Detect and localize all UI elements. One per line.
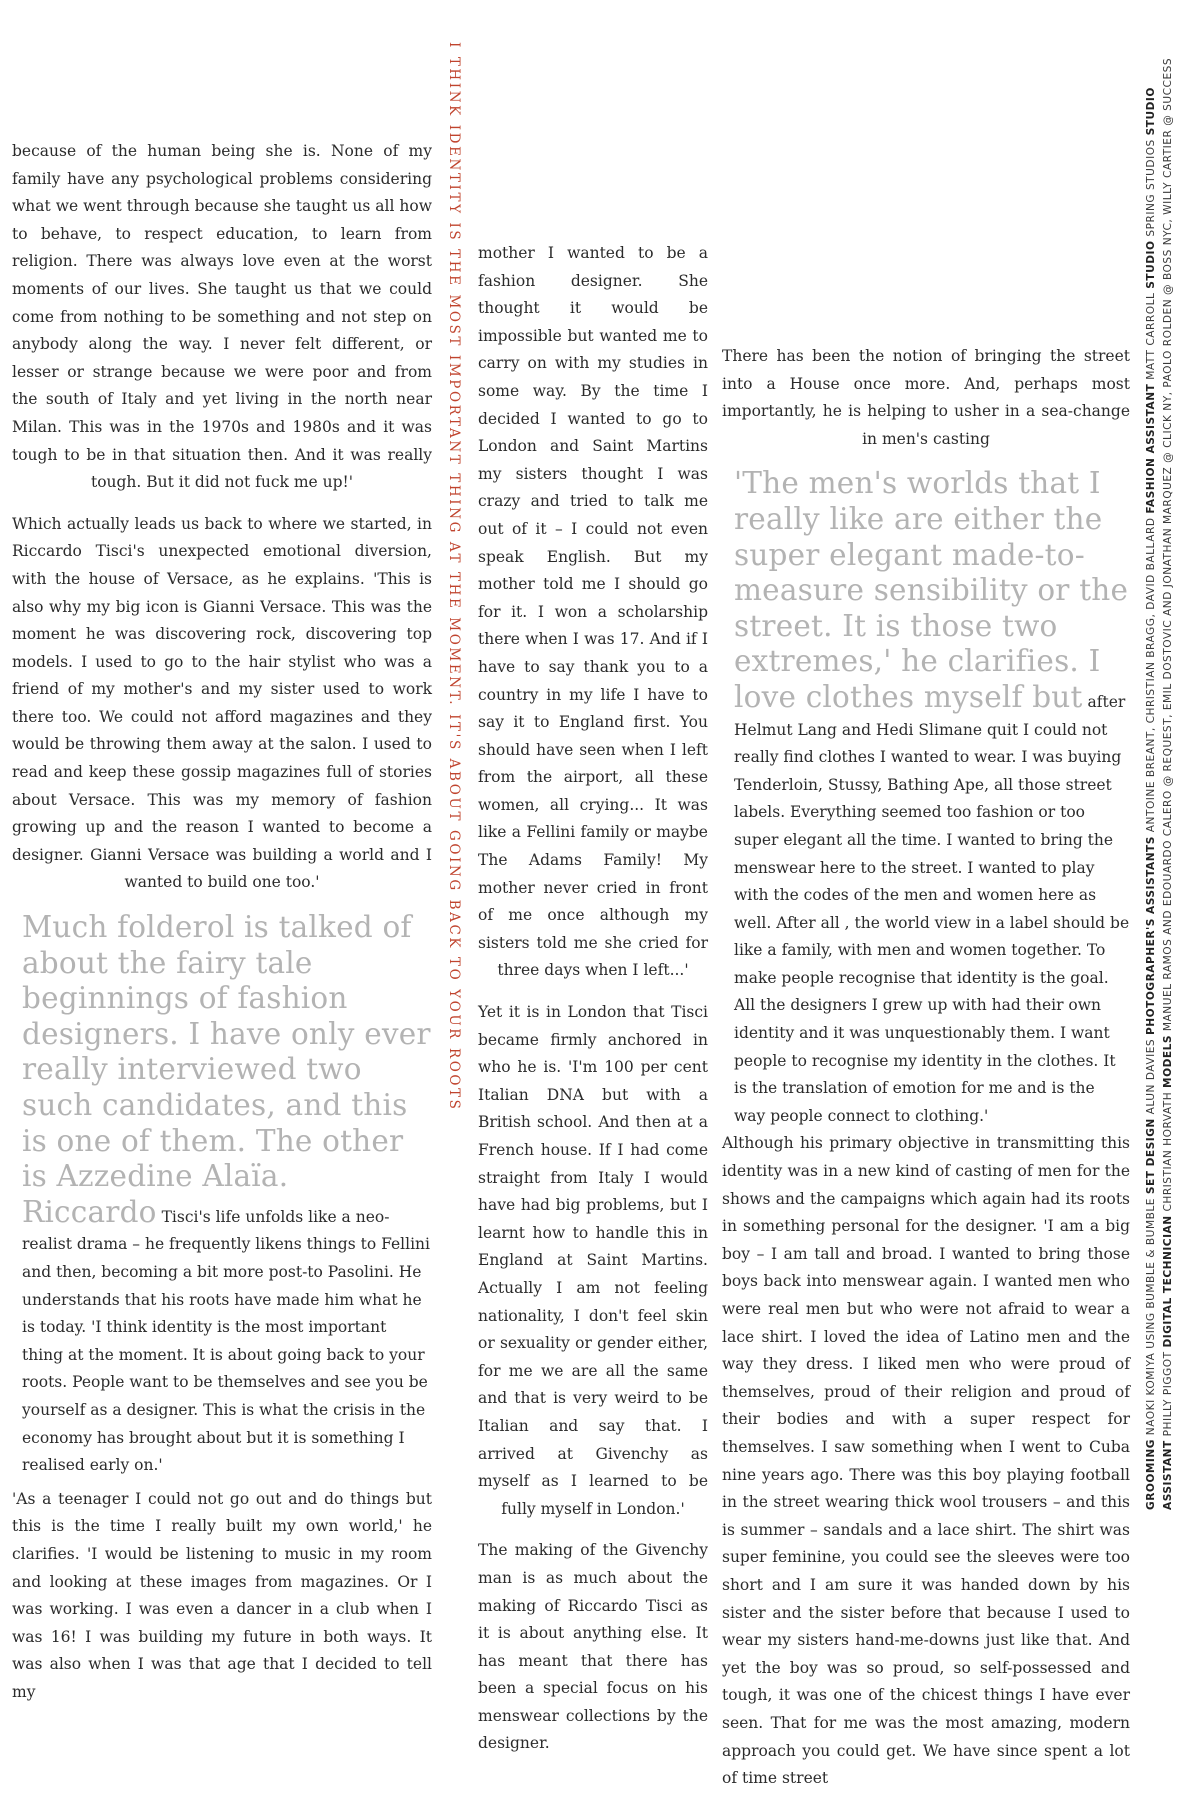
credit-text: CHRISTIAN HORVATH [1162,1091,1174,1212]
pull-quote-continuation: Tisci's life unfolds like a neo-realist drama – he frequently likens things to Fellini and then, becoming a bit more post-to Pasolini. He understands that his roots have made him what he is today. 'I think identity is the most important thing at the moment. It is about going back to your roots. People want to be themselves and see you be yourself as a designer. This is what the crisis in the economy has brought about but it is something I realised early on.' [22,1207,430,1475]
article-column-3 [722,343,1130,1807]
credit-label: MODELS [1162,1034,1174,1088]
paragraph: 'As a teenager I could not go out and do things but this is the time I really built my own world,' he clarifies. 'I would be listening to music in my room and looking at these images from magazines. Or I was working. I was even a dancer in a club when I was 16! I was building my future in both ways. It was also when I was that age that I decided to tell my [12,1489,432,1701]
pull-quote-text: 'The men's worlds that I really like are either the super elegant made-to-measure sensibility or the street. It is those two extremes,' he clarifies. I love clothes myself but [734,466,1129,714]
paragraph: Although his primary objective in transmitting this identity was in a new kind of casting of men for the shows and the campaigns which again had its roots in something personal for the designer. 'I am a big boy – I am tall and broad. I wanted to bring those boys back into menswear again. I wanted men who were real men but who were not afraid to wear a lace shirt. I loved the idea of Latino men and the way they dress. I liked men who were proud of themselves, proud of their religion and proud of their bodies and with a super respect for themselves. I saw something when I went to Cuba nine years ago. There was this boy playing football in the street wearing thick wool trousers – and this is summer – sandals and a lace shirt. The shirt was super feminine, you could see the sleeves were too short and I am sure it was handed down by his sister and the sister before that because I used to wear my sisters hand-me-downs just like that. And yet the boy was so proud, so self-possessed and tough, it was one of the chicest things I have ever seen. That for me was the most amazing, modern approach you could get. We have since spent a lot of time street [722,1134,1130,1788]
credit-text: NAOKI KOMIYA USING BUMBLE & BUMBLE [1145,1198,1157,1436]
credit-text: ANTOINE BREANT, CHRISTIAN BRAGG, DAVID BALLARD [1145,517,1157,833]
paragraph: Which actually leads us back to where we started, in Riccardo Tisci's unexpected emotional diversion, with the house of Versace, as he explains. 'This is also why my big icon is Gianni Versace. This was the moment he was discovering rock, discovering top models. I used to go to the hair stylist who was a friend of my mother's and my sister used to work there too. We could not afford magazines and they would be throwing them away at the salon. I used to read and keep these gossip magazines full of stories about Versace. This was my memory of fashion growing up and the reason I wanted to become a designer. Gianni Versace was building a world and I wanted to build one too.' [12,514,432,892]
pull-quote-continuation: after Helmut Lang and Hedi Slimane quit I could not really find clothes I wanted to wear. I was buying Tenderloin, Stussy, Bathing Ape, all those street labels. Everything seemed too fashion or too super elegant all the time. I wanted to bring the menswear here to the street. I wanted to play with the codes of the men and women here as well. After all , the world view in a label should be like a family, with men and women together. To make people recognise that identity is the goal. All the designers I grew up with had their own identity and it was unquestionably them. I want people to recognise my identity in the clothes. It is the translation of emotion for me and is the way people connect to clothing.' [734,692,1130,1125]
paragraph: mother I wanted to be a fashion designer. She thought it would be impossible but wanted me to carry on with my studies in some way. By the time I decided I wanted to go to London and Saint Martins my sisters thought I was crazy and tried to talk me out of it – I could not even speak English. But my mother told me I should go for it. I won a scholarship there when I was 17. And if I have to say thank you to a country in my life I have to say it to England first. You should have seen when I left from the airport, all these women, all crying... It was like a Fellini family or maybe The Adams Family! My mother never cried in front of me once although my sisters told me she cried for three days when I left...' [478,244,708,980]
article-column-1 [12,138,432,1720]
credit-label: STUDIO ASSISTANT [1145,87,1174,1510]
credit-text: ALUN DAVIES [1145,1038,1157,1115]
paragraph: because of the human being she is. None of my family have any psychological problems considering what we went through because she taught us all how to behave, to respect education, to learn from religion. There was always love even at the worst moments of our lives. She taught us that we could come from nothing to be something and not step on anybody along the way. I never felt different, or lesser or strange because we were poor and from the south of Italy and yet living in the north near Milan. This was in the 1970s and 1980s and it was tough to be in that situation then. And it was really tough. But it did not fuck me up!' [12,142,432,492]
sidebar-pull-quote: I THINK IDENTITY IS THE MOST IMPORTANT THING AT THE MOMENT. IT'S ABOUT GOING BACK TO YOUR ROOTS [446,42,462,1112]
pull-quote-text: Much folderol is talked of about the fairy tale beginnings of fashion designers. I have only ever really interviewed two such candidates, and this is one of them. The other is Azzedine Alaïa. Riccardo [22,910,431,1229]
credit-label: DIGITAL TECHNICIAN [1162,1215,1174,1348]
paragraph: The making of the Givenchy man is as much about the making of Riccardo Tisci as it is about anything else. It has meant that there has been a special focus on his menswear collections by the designer. [478,1541,708,1753]
credit-label: SET DESIGN [1145,1118,1157,1195]
credit-text: MANUEL RAMOS AND EDOUARDO CALERO @ REQUEST, EMIL DOSTOVIC AND JONATHAN MARQUEZ @ CLICK NY, PAOLO ROLDEN @ BOSS NYC, WILLY CARTIER @ SUCCESS [1162,57,1174,1032]
paragraph: There has been the notion of bringing the street into a House once more. And, perhaps most importantly, he is helping to usher in a sea-change in men's casting [722,347,1130,448]
pull-quote [734,467,1130,1130]
credit-label: STUDIO [1145,240,1157,289]
pull-quote [22,911,432,1480]
photo-credits [1143,30,1200,1510]
credit-text: MATT CARROLL [1145,292,1157,380]
credit-text: SPRING STUDIOS [1145,139,1157,237]
credit-label: FASHION ASSISTANT [1145,383,1157,514]
paragraph: Yet it is in London that Tisci became firmly anchored in who he is. 'I'm 100 per cent Italian DNA but with a British school. And then at a French house. If I had come straight from Italy I would have had big problems, but I learnt how to handle this in England at Saint Martins. Actually I am not feeling nationality, I don't feel skin or sexuality or gender either, for me we are all the same and that is very weird to be Italian and say that. I arrived at Givenchy as myself as I learned to be fully myself in London.' [478,1003,708,1518]
credit-label: GROOMING [1145,1439,1157,1510]
credit-label: PHOTOGRAPHER'S ASSISTANTS [1145,836,1157,1035]
credit-text: PHILLY PIGGOT [1162,1351,1174,1437]
article-column-2 [478,240,708,1772]
